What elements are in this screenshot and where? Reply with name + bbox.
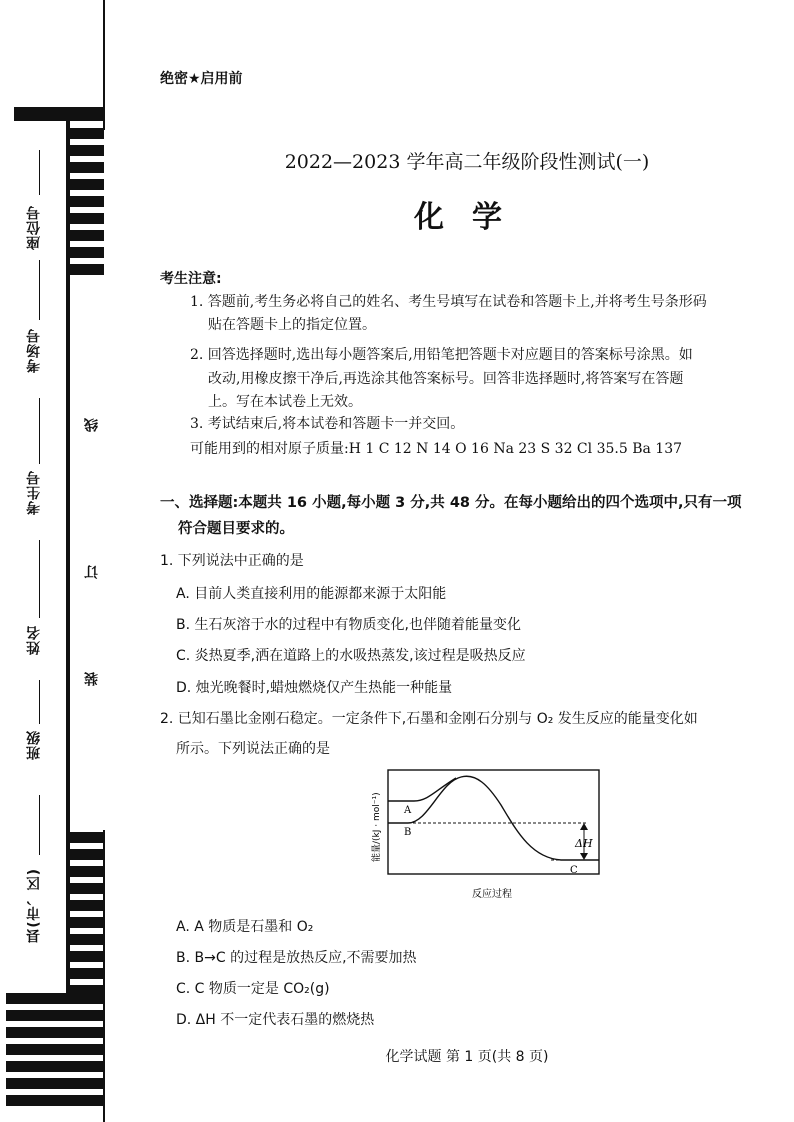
binding-stripe [68,866,104,877]
q1-option-b: B. 生石灰溶于水的过程中有物质变化,也伴随着能量变化 [176,617,521,633]
notice-line-6: 3. 考试结束后,将本试卷和答题卡一并交回。 [190,416,465,432]
diagram-frame [388,770,599,874]
confidential-mark: 绝密★启用前 [160,71,243,87]
field-room-line [39,260,40,320]
section-title-line-2: 符合题目要求的。 [178,521,294,537]
exam-title: 2022—2023 学年高二年级阶段性测试(一) [284,151,650,173]
binding-stripe [68,849,104,860]
binding-stripe [68,917,104,928]
notice-line-1: 1. 答题前,考生务必将自己的姓名、考生号填写在试卷和答题卡上,并将考生号条形码 [190,294,707,310]
section-title-line-1: 一、选择题:本题共 16 小题,每小题 3 分,共 48 分。在每小题给出的四个选项中,只有一项 [160,495,742,511]
binding-stripe [6,1027,104,1038]
notice-line-2: 贴在答题卡上的指定位置。 [208,317,376,333]
notice-line-5: 上。写在本试卷上无效。 [208,394,362,410]
field-class-label: 班级 [26,730,42,760]
field-examinee-number-line [39,398,40,464]
notice-line-4: 改动,用橡皮擦干净后,再选涂其他答案标号。回答非选择题时,将答案写在答题 [208,371,684,387]
q2-option-d: D. ΔH 不一定代表石墨的燃烧热 [176,1012,375,1028]
binding-stripe [68,179,104,190]
field-seat-label: 座位号 [26,205,42,250]
binding-stripe [68,264,104,275]
q2-option-b: B. B→C 的过程是放热反应,不需要加热 [176,950,417,966]
q2-stem-line-2: 所示。下列说法正确的是 [176,741,330,757]
q1-option-c: C. 炎热夏季,洒在道路上的水吸热蒸发,该过程是吸热反应 [176,648,526,664]
energy-diagram [366,760,616,905]
q1-stem: 1. 下列说法中正确的是 [160,553,304,569]
binding-stripe [68,832,104,843]
curve-a [388,778,456,801]
binding-stripe [6,1078,104,1089]
binding-char-bind: 装 [84,672,100,686]
atomic-mass-line: 可能用到的相对原子质量:H 1 C 12 N 14 O 16 Na 23 S 32 Cl 35.5 Ba 137 [190,441,683,457]
y-axis-label: 能量/(kJ · mol⁻¹) [372,792,382,862]
page-footer: 化学试题 第 1 页(共 8 页) [385,1049,549,1065]
q1-option-d: D. 烛光晚餐时,蜡烛燃烧仅产生热能一种能量 [176,680,453,696]
field-class-line [39,680,40,724]
binding-stripe [68,951,104,962]
notice-title: 考生注意: [160,271,222,287]
q2-option-a: A. A 物质是石墨和 O₂ [176,919,314,935]
binding-char-line: 线 [84,418,100,432]
label-a: A [404,805,412,816]
binding-stripe [68,128,104,139]
binding-stripe [68,968,104,979]
notice-line-3: 2. 回答选择题时,选出每小题答案后,用铅笔把答题卡对应题目的答案标号涂黑。如 [190,347,693,363]
field-name-line [39,540,40,618]
binding-stripe [6,1010,104,1021]
binding-stripe [68,883,104,894]
field-examinee-number-label: 考生号 [26,470,42,515]
q1-option-a: A. 目前人类直接利用的能源都来源于太阳能 [176,586,447,602]
curve-b-to-c [388,776,599,860]
q2-option-c: C. C 物质一定是 CO₂(g) [176,981,330,997]
subject-title: 化学 [414,200,530,235]
field-name-label: 姓名 [26,625,42,655]
binding-stripe [68,934,104,945]
x-axis-label: 反应过程 [472,889,512,900]
binding-stripe [6,1095,104,1106]
label-b: B [404,827,412,838]
field-county-label: 县(市、区) [26,868,42,943]
binding-stripe [68,247,104,258]
field-room-label: 考场号 [26,328,42,373]
binding-stripe [68,900,104,911]
binding-char-staple: 订 [84,565,100,579]
binding-stripe [6,993,104,1004]
field-county-line [39,795,40,855]
label-c: C [570,865,578,876]
label-dh: ΔH [575,837,593,850]
q2-stem-line-1: 2. 已知石墨比金刚石稳定。一定条件下,石墨和金刚石分别与 O₂ 发生反应的能量变化如 [160,711,698,727]
